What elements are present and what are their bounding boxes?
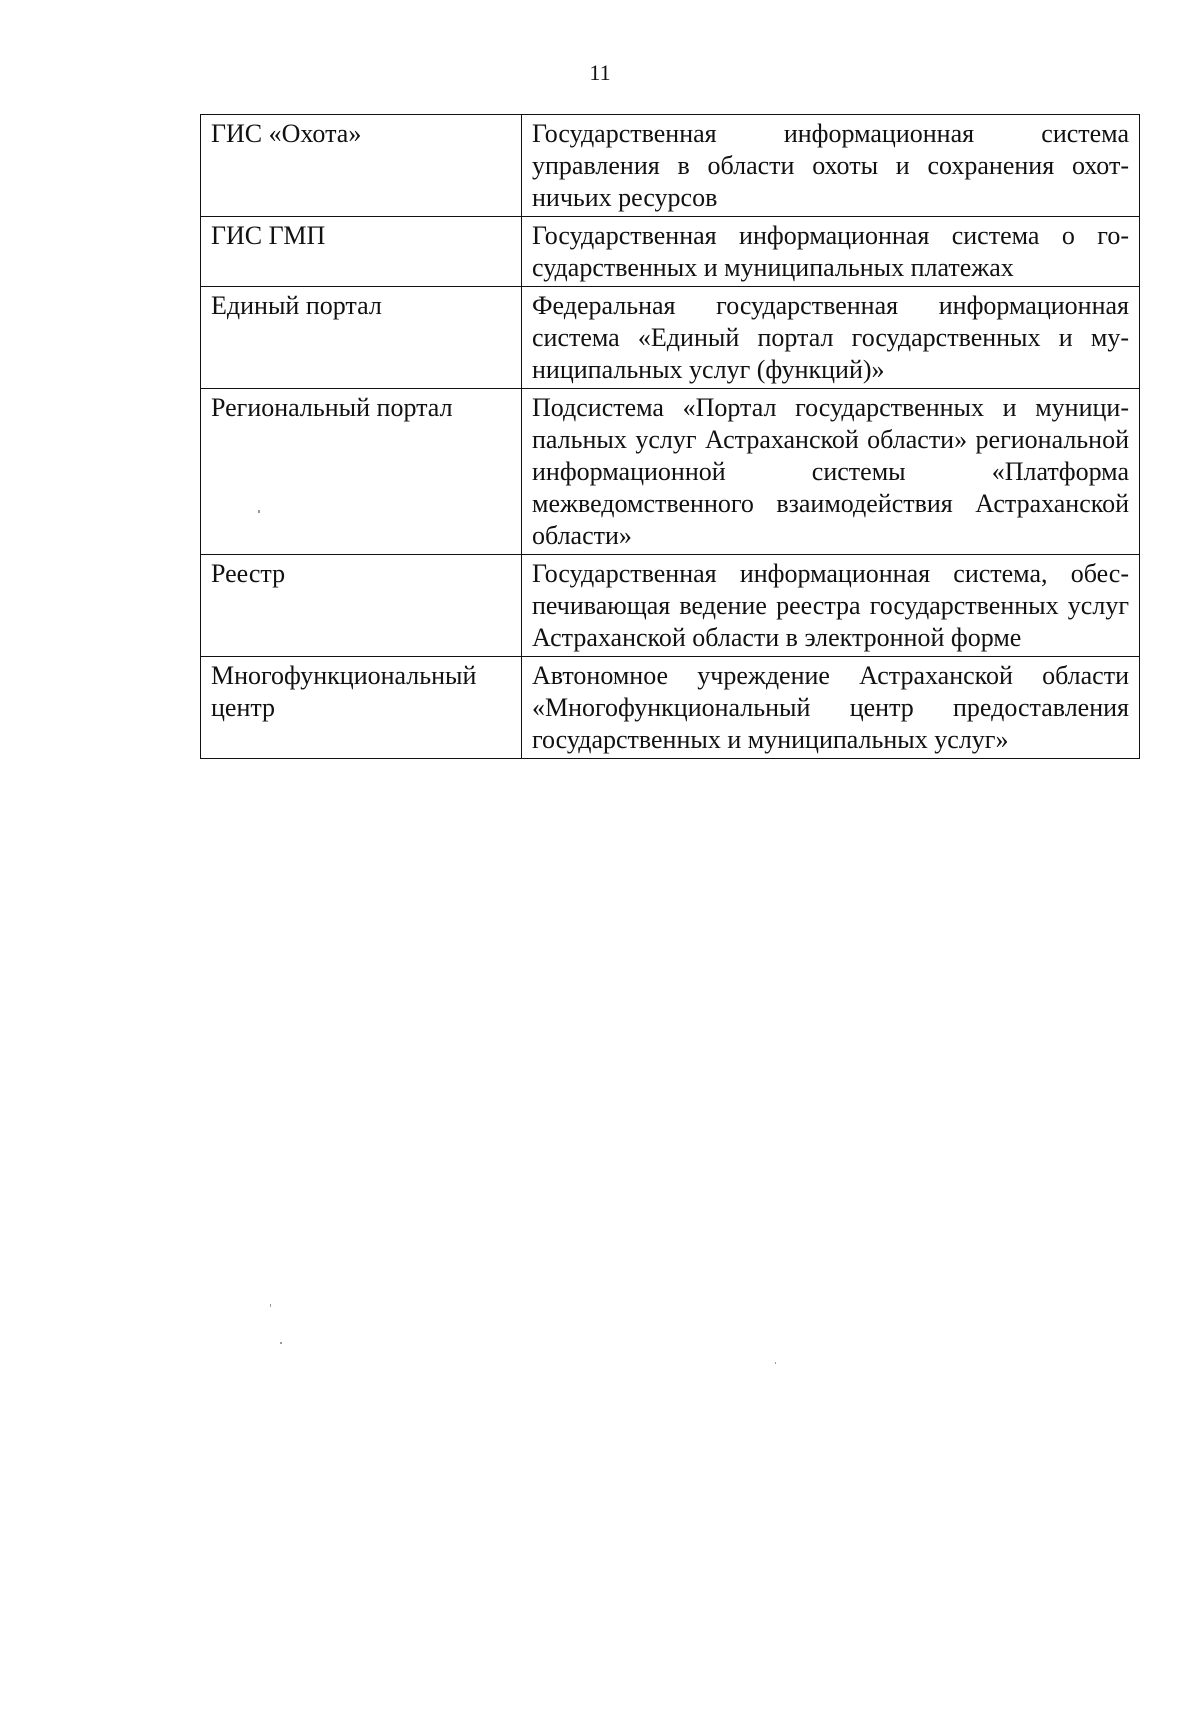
table-row (201, 389, 1140, 555)
table-row (201, 115, 1140, 217)
scan-speck (258, 510, 260, 513)
term-cell: Региональный портал (201, 389, 522, 555)
definition-cell: Государственная информационная система о государственных и муниципальных платежах (522, 217, 1140, 287)
term-cell: ГИС «Охота» (201, 115, 522, 217)
term-cell: Единый портал (201, 287, 522, 389)
scan-speck (280, 1342, 282, 1344)
table-row (201, 555, 1140, 657)
scan-speck (775, 1362, 776, 1364)
table-row (201, 657, 1140, 759)
page-number: 11 (589, 60, 611, 85)
table-row (201, 217, 1140, 287)
table-row (201, 287, 1140, 389)
definition-cell: Государственная информационная система, обеспечивающая ведение реестра государственных услуг Астраханской области в электронной форме (522, 555, 1140, 657)
term-cell: ГИС ГМП (201, 217, 522, 287)
definition-cell: Федеральная государственная информационная система «Единый портал государственных и муниципальных услуг (функций)» (522, 287, 1140, 389)
term-cell: Реестр (201, 555, 522, 657)
term-cell: Многофункциональный центр (201, 657, 522, 759)
definition-cell: Автономное учреждение Астраханской области «Многофункциональный центр предоставления государственных и муниципальных услуг» (522, 657, 1140, 759)
scan-speck (270, 1304, 271, 1307)
definition-cell: Подсистема «Портал государственных и муниципальных услуг Астраханской области» региональной информационной системы «Платформа межведомственного взаимодействия Астраханской области» (522, 389, 1140, 555)
abbreviations-table (200, 114, 1140, 759)
definition-cell: Государственная информационная система управления в области охоты и сохранения охотничьих ресурсов (522, 115, 1140, 217)
